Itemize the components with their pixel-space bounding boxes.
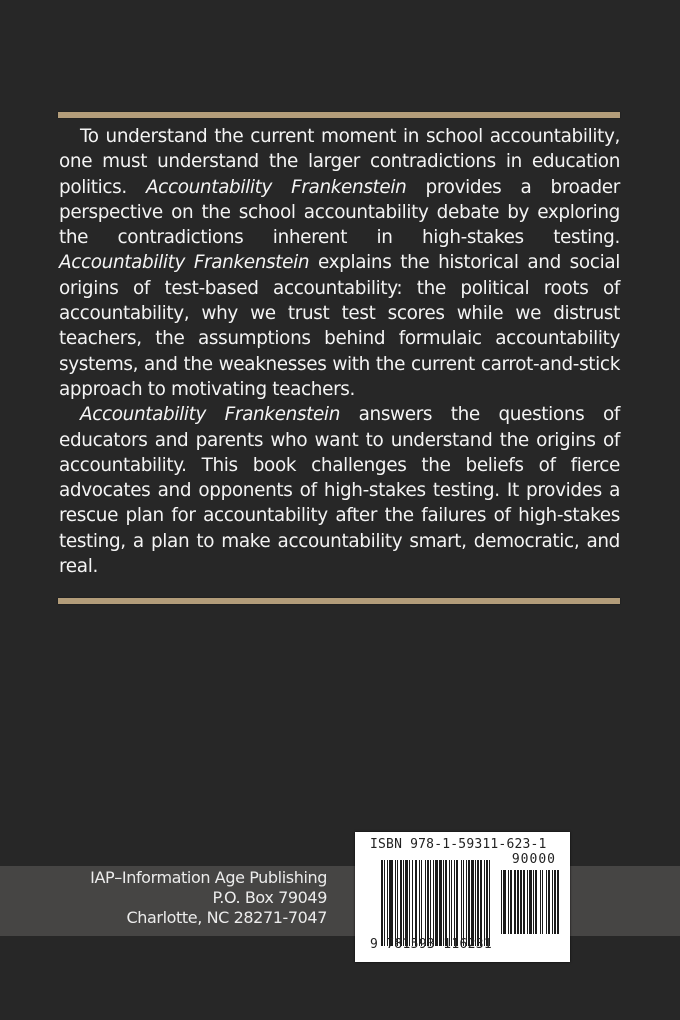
blurb-text: provides a broader perspective on the school accountability debate by exploring the contradictions inherent in high-stakes testing.	[59, 176, 620, 249]
blurb-paragraph-1	[59, 124, 620, 402]
bottom-decorative-rule	[58, 598, 620, 604]
barcode-main-bars-icon	[381, 860, 491, 946]
publisher-address-line2: Charlotte, NC 28271-7047	[126, 908, 327, 927]
blurb-paragraph-2	[59, 402, 620, 579]
publisher-info	[90, 868, 327, 928]
book-title-italic: Accountability Frankenstein	[145, 176, 407, 198]
ean-group-1: 781593	[386, 937, 436, 952]
back-cover-blurb	[59, 124, 620, 579]
book-title-italic: Accountability Frankenstein	[59, 252, 310, 274]
ean-group-2: 116231	[443, 937, 492, 952]
blurb-text: explains the historical and social origins of test-based accountability: the political roots of accountability, why we trust test scores while we distrust teachers, the assumptions behind formulaic accountability systems, and the weaknesses with the current carrot-and-stick approach to motivating teachers.	[59, 252, 621, 400]
isbn-label: ISBN 978-1-59311-623-1	[370, 837, 547, 852]
blurb-text: answers the questions of educators and parents who want to understand the origins of accountability. This book challenges the beliefs of fierce advocates and opponents of high-stakes testing. It provides a rescue plan for accountability after the failures of high-stakes testing, a plan to make accountability smart, democratic, and real.	[59, 404, 620, 578]
publisher-name: IAP–Information Age Publishing	[90, 868, 327, 887]
price-addon-code: 90000	[511, 852, 556, 867]
barcode-addon-bars-icon	[501, 870, 559, 934]
book-title-italic: Accountability Frankenstein	[80, 404, 340, 426]
isbn-barcode	[355, 832, 570, 962]
ean-first-digit: 9	[370, 937, 379, 952]
publisher-address-line1: P.O. Box 79049	[212, 888, 327, 907]
ean-digits	[370, 937, 492, 952]
top-decorative-rule	[58, 112, 620, 118]
blurb-text: To understand the current moment in school accountability, one must understand the larger contradictions in education politics.	[59, 126, 620, 198]
